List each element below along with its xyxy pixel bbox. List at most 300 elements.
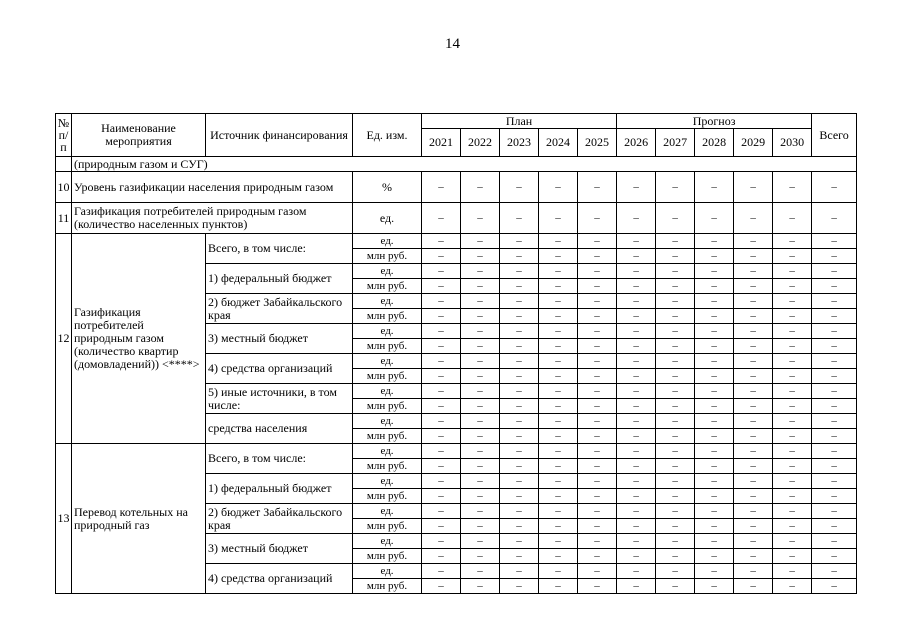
value-cell: – xyxy=(500,459,539,474)
unit-cell: млн руб. xyxy=(353,279,422,294)
value-cell: – xyxy=(656,504,695,519)
value-cell: – xyxy=(695,279,734,294)
value-cell: – xyxy=(812,172,857,203)
value-cell: – xyxy=(812,309,857,324)
value-cell: – xyxy=(656,339,695,354)
value-cell: – xyxy=(695,294,734,309)
value-cell: – xyxy=(500,534,539,549)
value-cell: – xyxy=(617,172,656,203)
value-cell: – xyxy=(617,369,656,384)
value-cell: – xyxy=(578,504,617,519)
value-cell: – xyxy=(578,444,617,459)
value-cell: – xyxy=(695,399,734,414)
unit-cell: ед. xyxy=(353,414,422,429)
value-cell: – xyxy=(461,384,500,399)
value-cell: – xyxy=(695,519,734,534)
value-cell: – xyxy=(773,172,812,203)
value-cell: – xyxy=(539,474,578,489)
value-cell: – xyxy=(461,309,500,324)
header-forecast: Прогноз xyxy=(617,114,812,129)
value-cell: – xyxy=(539,534,578,549)
row-number: 10 xyxy=(56,172,72,203)
value-cell: – xyxy=(422,444,461,459)
value-cell: – xyxy=(656,489,695,504)
value-cell: – xyxy=(461,369,500,384)
value-cell: – xyxy=(773,324,812,339)
unit-cell: ед. xyxy=(353,294,422,309)
value-cell: – xyxy=(812,549,857,564)
value-cell: – xyxy=(422,309,461,324)
value-cell: – xyxy=(461,459,500,474)
value-cell: – xyxy=(461,339,500,354)
row-number: 13 xyxy=(56,444,72,594)
value-cell: – xyxy=(656,579,695,594)
value-cell: – xyxy=(422,249,461,264)
value-cell: – xyxy=(617,534,656,549)
value-cell: – xyxy=(617,203,656,234)
value-cell: – xyxy=(422,534,461,549)
value-cell: – xyxy=(617,564,656,579)
financing-source: Всего, в том числе: xyxy=(206,234,353,264)
value-cell: – xyxy=(500,444,539,459)
value-cell: – xyxy=(812,504,857,519)
value-cell: – xyxy=(500,234,539,249)
value-cell: – xyxy=(617,309,656,324)
value-cell: – xyxy=(578,534,617,549)
value-cell: – xyxy=(461,429,500,444)
value-cell: – xyxy=(422,489,461,504)
value-cell: – xyxy=(422,384,461,399)
value-cell: – xyxy=(617,444,656,459)
value-cell: – xyxy=(461,279,500,294)
value-cell: – xyxy=(617,474,656,489)
year-header: 2022 xyxy=(461,129,500,157)
value-cell: – xyxy=(812,414,857,429)
value-cell: – xyxy=(812,324,857,339)
table-row xyxy=(56,203,857,234)
value-cell: – xyxy=(422,234,461,249)
value-cell: – xyxy=(500,354,539,369)
value-cell: – xyxy=(578,384,617,399)
value-cell: – xyxy=(500,309,539,324)
financing-source: Всего, в том числе: xyxy=(206,444,353,474)
value-cell: – xyxy=(656,414,695,429)
value-cell: – xyxy=(539,203,578,234)
value-cell: – xyxy=(656,519,695,534)
value-cell: – xyxy=(695,414,734,429)
value-cell: – xyxy=(500,369,539,384)
value-cell: – xyxy=(422,564,461,579)
page-number: 14 xyxy=(445,36,460,52)
value-cell: – xyxy=(656,399,695,414)
value-cell: – xyxy=(422,172,461,203)
value-cell: – xyxy=(461,249,500,264)
value-cell: – xyxy=(656,459,695,474)
value-cell: – xyxy=(461,549,500,564)
value-cell: – xyxy=(812,369,857,384)
value-cell: – xyxy=(422,339,461,354)
unit-cell: млн руб. xyxy=(353,429,422,444)
unit-cell: ед. xyxy=(353,384,422,399)
value-cell: – xyxy=(617,414,656,429)
value-cell: – xyxy=(734,294,773,309)
header-num: № п/п xyxy=(56,114,72,157)
value-cell: – xyxy=(422,429,461,444)
value-cell: – xyxy=(656,234,695,249)
row-number: 11 xyxy=(56,203,72,234)
value-cell: – xyxy=(734,234,773,249)
value-cell: – xyxy=(461,414,500,429)
value-cell: – xyxy=(500,429,539,444)
value-cell: – xyxy=(734,579,773,594)
value-cell: – xyxy=(773,519,812,534)
value-cell: – xyxy=(422,549,461,564)
value-cell: – xyxy=(422,459,461,474)
value-cell: – xyxy=(617,579,656,594)
unit-cell: млн руб. xyxy=(353,309,422,324)
value-cell: – xyxy=(461,564,500,579)
value-cell: – xyxy=(461,264,500,279)
value-cell: – xyxy=(617,264,656,279)
value-cell: – xyxy=(773,504,812,519)
value-cell: – xyxy=(734,519,773,534)
value-cell: – xyxy=(539,579,578,594)
value-cell: – xyxy=(500,172,539,203)
value-cell: – xyxy=(617,279,656,294)
value-cell: – xyxy=(539,279,578,294)
value-cell: – xyxy=(656,324,695,339)
value-cell: – xyxy=(578,579,617,594)
value-cell: – xyxy=(578,519,617,534)
value-cell: – xyxy=(617,459,656,474)
value-cell: – xyxy=(773,534,812,549)
value-cell: – xyxy=(422,354,461,369)
value-cell: – xyxy=(578,279,617,294)
value-cell: – xyxy=(500,399,539,414)
value-cell: – xyxy=(461,474,500,489)
value-cell: – xyxy=(422,294,461,309)
header-name: Наименование мероприятия xyxy=(72,114,206,157)
header-total: Всего xyxy=(812,114,857,157)
value-cell: – xyxy=(773,264,812,279)
value-cell: – xyxy=(422,203,461,234)
value-cell: – xyxy=(500,564,539,579)
value-cell: – xyxy=(500,339,539,354)
value-cell: – xyxy=(773,414,812,429)
value-cell: – xyxy=(656,279,695,294)
value-cell: – xyxy=(617,504,656,519)
value-cell: – xyxy=(578,489,617,504)
value-cell: – xyxy=(734,489,773,504)
value-cell: – xyxy=(734,279,773,294)
unit-cell: ед. xyxy=(353,203,422,234)
value-cell: – xyxy=(578,203,617,234)
financing-source: 5) иные источники, в том числе: xyxy=(206,384,353,414)
value-cell: – xyxy=(461,354,500,369)
unit-cell: млн руб. xyxy=(353,339,422,354)
value-cell: – xyxy=(773,369,812,384)
financing-source: 2) бюджет Забайкальского края xyxy=(206,504,353,534)
value-cell: – xyxy=(461,504,500,519)
value-cell: – xyxy=(617,354,656,369)
header-unit: Ед. изм. xyxy=(353,114,422,157)
value-cell: – xyxy=(539,309,578,324)
value-cell: – xyxy=(773,549,812,564)
value-cell: – xyxy=(773,203,812,234)
value-cell: – xyxy=(461,534,500,549)
value-cell: – xyxy=(812,203,857,234)
value-cell: – xyxy=(578,234,617,249)
value-cell: – xyxy=(773,474,812,489)
value-cell: – xyxy=(422,399,461,414)
value-cell: – xyxy=(734,459,773,474)
value-cell: – xyxy=(539,264,578,279)
value-cell: – xyxy=(695,309,734,324)
measure-name: Уровень газификации населения природным газом xyxy=(72,172,353,203)
value-cell: – xyxy=(734,324,773,339)
year-header: 2029 xyxy=(734,129,773,157)
value-cell: – xyxy=(773,234,812,249)
continuation-num-cell xyxy=(56,157,72,172)
value-cell: – xyxy=(500,414,539,429)
financing-source: 3) местный бюджет xyxy=(206,324,353,354)
value-cell: – xyxy=(539,414,578,429)
value-cell: – xyxy=(578,474,617,489)
value-cell: – xyxy=(695,444,734,459)
unit-cell: ед. xyxy=(353,354,422,369)
value-cell: – xyxy=(695,369,734,384)
unit-cell: млн руб. xyxy=(353,249,422,264)
value-cell: – xyxy=(617,489,656,504)
value-cell: – xyxy=(656,249,695,264)
value-cell: – xyxy=(422,504,461,519)
value-cell: – xyxy=(617,234,656,249)
value-cell: – xyxy=(617,384,656,399)
continuation-text: (природным газом и СУГ) xyxy=(72,157,857,172)
value-cell: – xyxy=(812,249,857,264)
value-cell: – xyxy=(500,474,539,489)
financing-source: средства населения xyxy=(206,414,353,444)
value-cell: – xyxy=(695,564,734,579)
value-cell: – xyxy=(812,399,857,414)
table-row xyxy=(56,234,857,249)
value-cell: – xyxy=(461,579,500,594)
value-cell: – xyxy=(422,579,461,594)
value-cell: – xyxy=(656,294,695,309)
value-cell: – xyxy=(656,429,695,444)
value-cell: – xyxy=(578,459,617,474)
value-cell: – xyxy=(500,504,539,519)
unit-cell: ед. xyxy=(353,444,422,459)
value-cell: – xyxy=(812,444,857,459)
value-cell: – xyxy=(734,264,773,279)
financing-source: 4) средства организаций xyxy=(206,564,353,594)
value-cell: – xyxy=(812,279,857,294)
value-cell: – xyxy=(734,399,773,414)
value-cell: – xyxy=(695,354,734,369)
value-cell: – xyxy=(539,369,578,384)
value-cell: – xyxy=(734,309,773,324)
value-cell: – xyxy=(695,264,734,279)
value-cell: – xyxy=(617,549,656,564)
value-cell: – xyxy=(500,203,539,234)
value-cell: – xyxy=(734,203,773,234)
value-cell: – xyxy=(734,354,773,369)
value-cell: – xyxy=(500,324,539,339)
value-cell: – xyxy=(422,324,461,339)
year-header: 2027 xyxy=(656,129,695,157)
financing-table-wrapper xyxy=(55,113,857,594)
value-cell: – xyxy=(500,279,539,294)
financing-table xyxy=(55,113,857,594)
unit-cell: ед. xyxy=(353,324,422,339)
value-cell: – xyxy=(695,339,734,354)
value-cell: – xyxy=(812,519,857,534)
value-cell: – xyxy=(812,339,857,354)
unit-cell: млн руб. xyxy=(353,459,422,474)
value-cell: – xyxy=(773,489,812,504)
value-cell: – xyxy=(539,429,578,444)
unit-cell: ед. xyxy=(353,264,422,279)
value-cell: – xyxy=(539,354,578,369)
value-cell: – xyxy=(734,444,773,459)
value-cell: – xyxy=(656,534,695,549)
value-cell: – xyxy=(539,519,578,534)
value-cell: – xyxy=(617,324,656,339)
value-cell: – xyxy=(695,489,734,504)
value-cell: – xyxy=(656,474,695,489)
value-cell: – xyxy=(461,519,500,534)
measure-name: Газификация потребителей природным газом (количество квартир (домовладений)) <****> xyxy=(72,234,206,444)
value-cell: – xyxy=(734,249,773,264)
value-cell: – xyxy=(539,549,578,564)
measure-name: Перевод котельных на природный газ xyxy=(72,444,206,594)
unit-cell: млн руб. xyxy=(353,579,422,594)
value-cell: – xyxy=(773,339,812,354)
year-header: 2026 xyxy=(617,129,656,157)
value-cell: – xyxy=(773,309,812,324)
value-cell: – xyxy=(500,294,539,309)
value-cell: – xyxy=(812,564,857,579)
value-cell: – xyxy=(656,384,695,399)
value-cell: – xyxy=(734,414,773,429)
year-header: 2030 xyxy=(773,129,812,157)
value-cell: – xyxy=(656,369,695,384)
unit-cell: млн руб. xyxy=(353,369,422,384)
value-cell: – xyxy=(539,339,578,354)
value-cell: – xyxy=(578,264,617,279)
value-cell: – xyxy=(500,384,539,399)
value-cell: – xyxy=(812,264,857,279)
value-cell: – xyxy=(734,339,773,354)
value-cell: – xyxy=(617,429,656,444)
value-cell: – xyxy=(734,384,773,399)
value-cell: – xyxy=(461,444,500,459)
value-cell: – xyxy=(500,249,539,264)
value-cell: – xyxy=(734,504,773,519)
unit-cell: ед. xyxy=(353,474,422,489)
value-cell: – xyxy=(812,294,857,309)
value-cell: – xyxy=(617,399,656,414)
value-cell: – xyxy=(734,534,773,549)
value-cell: – xyxy=(656,564,695,579)
value-cell: – xyxy=(812,534,857,549)
value-cell: – xyxy=(812,354,857,369)
financing-source: 4) средства организаций xyxy=(206,354,353,384)
value-cell: – xyxy=(461,399,500,414)
value-cell: – xyxy=(461,172,500,203)
value-cell: – xyxy=(578,354,617,369)
year-header: 2028 xyxy=(695,129,734,157)
value-cell: – xyxy=(461,324,500,339)
value-cell: – xyxy=(812,234,857,249)
value-cell: – xyxy=(578,294,617,309)
measure-name: Газификация потребителей природным газом (количество населенных пунктов) xyxy=(72,203,353,234)
value-cell: – xyxy=(578,429,617,444)
value-cell: – xyxy=(734,429,773,444)
value-cell: – xyxy=(578,249,617,264)
value-cell: – xyxy=(578,172,617,203)
value-cell: – xyxy=(773,249,812,264)
value-cell: – xyxy=(578,564,617,579)
value-cell: – xyxy=(734,369,773,384)
unit-cell: ед. xyxy=(353,534,422,549)
value-cell: – xyxy=(539,459,578,474)
value-cell: – xyxy=(695,549,734,564)
value-cell: – xyxy=(539,172,578,203)
value-cell: – xyxy=(461,234,500,249)
value-cell: – xyxy=(695,172,734,203)
financing-source: 2) бюджет Забайкальского края xyxy=(206,294,353,324)
unit-cell: млн руб. xyxy=(353,399,422,414)
value-cell: – xyxy=(578,399,617,414)
value-cell: – xyxy=(539,234,578,249)
header-plan: План xyxy=(422,114,617,129)
value-cell: – xyxy=(422,474,461,489)
value-cell: – xyxy=(695,504,734,519)
value-cell: – xyxy=(500,489,539,504)
value-cell: – xyxy=(734,172,773,203)
value-cell: – xyxy=(422,414,461,429)
financing-source: 1) федеральный бюджет xyxy=(206,264,353,294)
value-cell: – xyxy=(617,519,656,534)
value-cell: – xyxy=(422,519,461,534)
value-cell: – xyxy=(617,339,656,354)
unit-cell: ед. xyxy=(353,564,422,579)
value-cell: – xyxy=(695,534,734,549)
value-cell: – xyxy=(695,429,734,444)
value-cell: – xyxy=(695,234,734,249)
value-cell: – xyxy=(656,309,695,324)
value-cell: – xyxy=(539,489,578,504)
unit-cell: млн руб. xyxy=(353,549,422,564)
value-cell: – xyxy=(461,203,500,234)
value-cell: – xyxy=(812,459,857,474)
value-cell: – xyxy=(734,564,773,579)
value-cell: – xyxy=(695,324,734,339)
value-cell: – xyxy=(461,294,500,309)
value-cell: – xyxy=(422,264,461,279)
year-header: 2024 xyxy=(539,129,578,157)
value-cell: – xyxy=(578,309,617,324)
value-cell: – xyxy=(773,294,812,309)
value-cell: – xyxy=(578,339,617,354)
value-cell: – xyxy=(656,444,695,459)
value-cell: – xyxy=(773,384,812,399)
value-cell: – xyxy=(773,279,812,294)
value-cell: – xyxy=(461,489,500,504)
value-cell: – xyxy=(695,459,734,474)
